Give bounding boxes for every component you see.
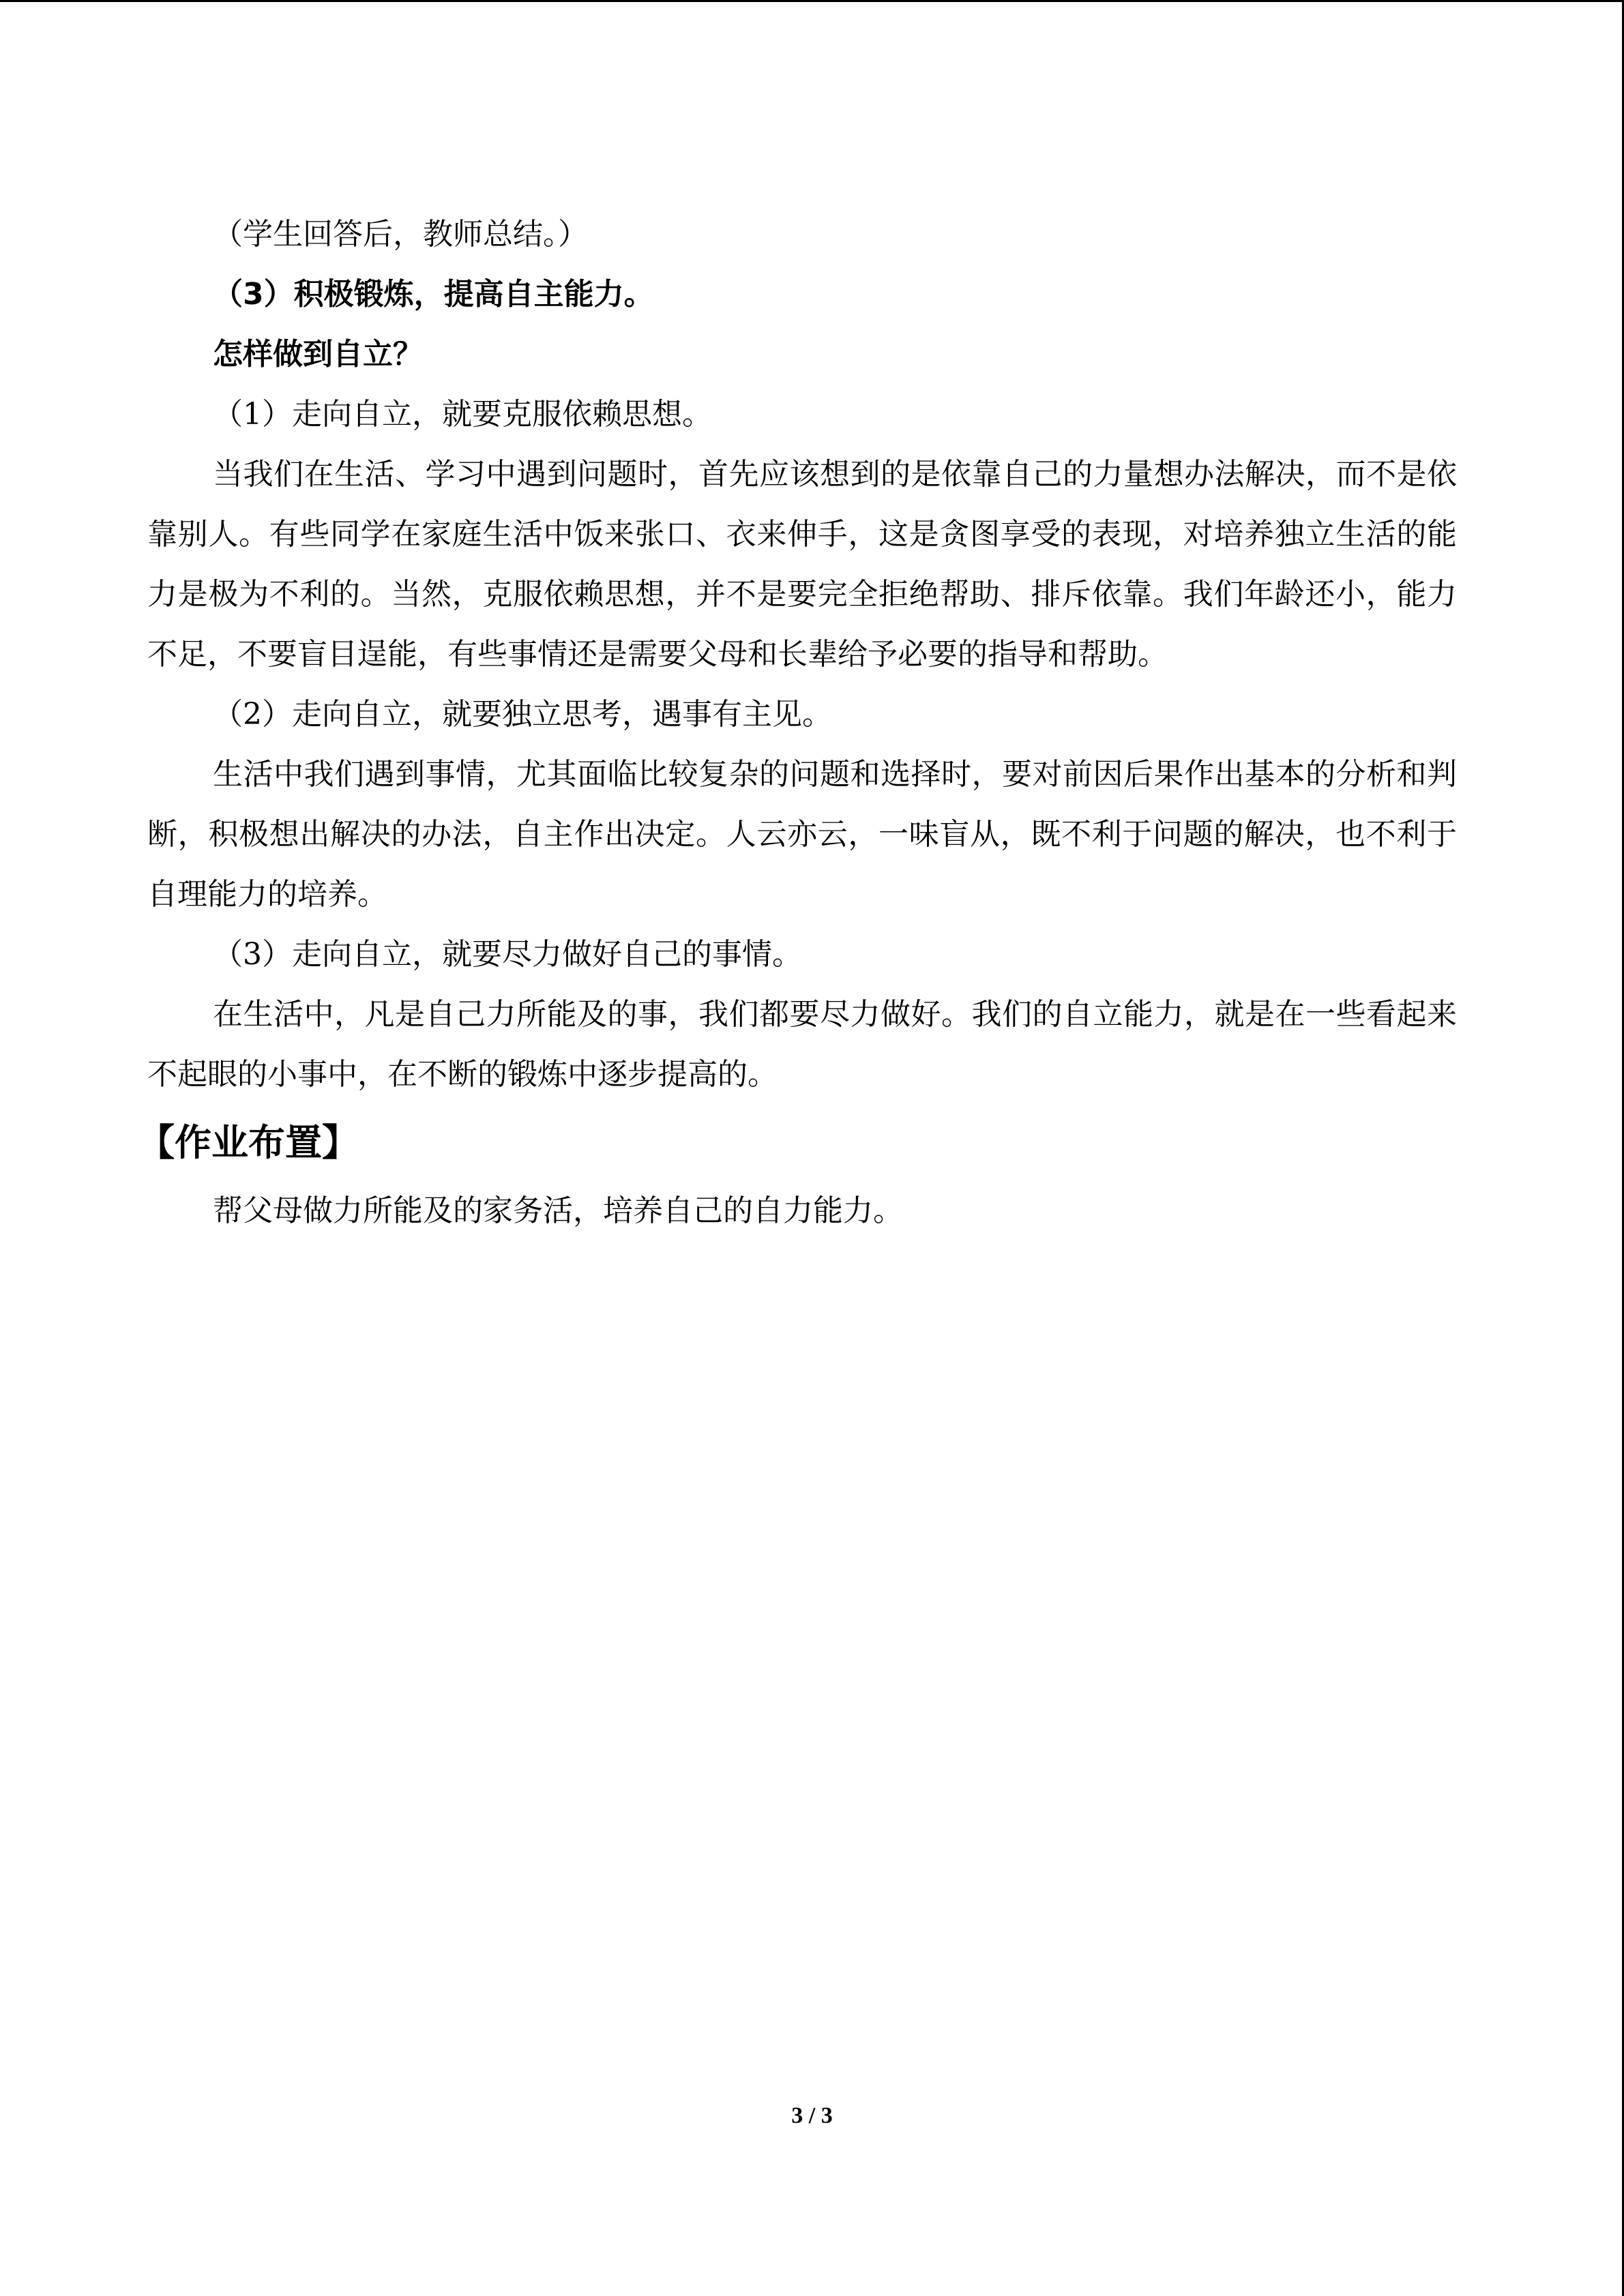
teacher-summary-note: （学生回答后，教师总结。）	[213, 217, 588, 252]
document-body	[138, 205, 1457, 1241]
subpoint-3-body: 在生活中，凡是自己力所能及的事，我们都要尽力做好。我们的自立能力，就是在一些看起来不起眼的小事中，在不断的锻炼中逐步提高的。	[147, 997, 1457, 1092]
subpoint-2-body: 生活中我们遇到事情，尤其面临比较复杂的问题和选择时，要对前因后果作出基本的分析和判断，积极想出解决的办法，自主作出决定。人云亦云，一味盲从，既不利于问题的解决，也不利于自理能力的培养。	[147, 757, 1457, 912]
page-border-top	[0, 0, 1624, 2]
point-3-heading: （3）积极锻炼，提高自主能力。	[213, 277, 654, 312]
subpoint-2-heading: （2）走向自立，就要独立思考，遇事有主见。	[213, 697, 832, 732]
page-number: 3 / 3	[791, 2103, 833, 2128]
how-to-be-independent-heading: 怎样做到自立？	[213, 337, 423, 372]
homework-section-heading: 【作业布置】	[138, 1121, 359, 1164]
subpoint-1-body: 当我们在生活、学习中遇到问题时，首先应该想到的是依靠自己的力量想办法解决，而不是依靠别人。有些同学在家庭生活中饭来张口、衣来伸手，这是贪图享受的表现，对培养独立生活的能力是极为不利的。当然，克服依赖思想，并不是要完全拒绝帮助、排斥依靠。我们年龄还小，能力不足，不要盲目逞能，有些事情还是需要父母和长辈给予必要的指导和帮助。	[147, 457, 1457, 672]
homework-text: 帮父母做力所能及的家务活，培养自己的自力能力。	[213, 1193, 903, 1228]
subpoint-1-heading: （1）走向自立，就要克服依赖思想。	[213, 397, 712, 432]
subpoint-3-heading: （3）走向自立，就要尽力做好自己的事情。	[213, 937, 802, 972]
